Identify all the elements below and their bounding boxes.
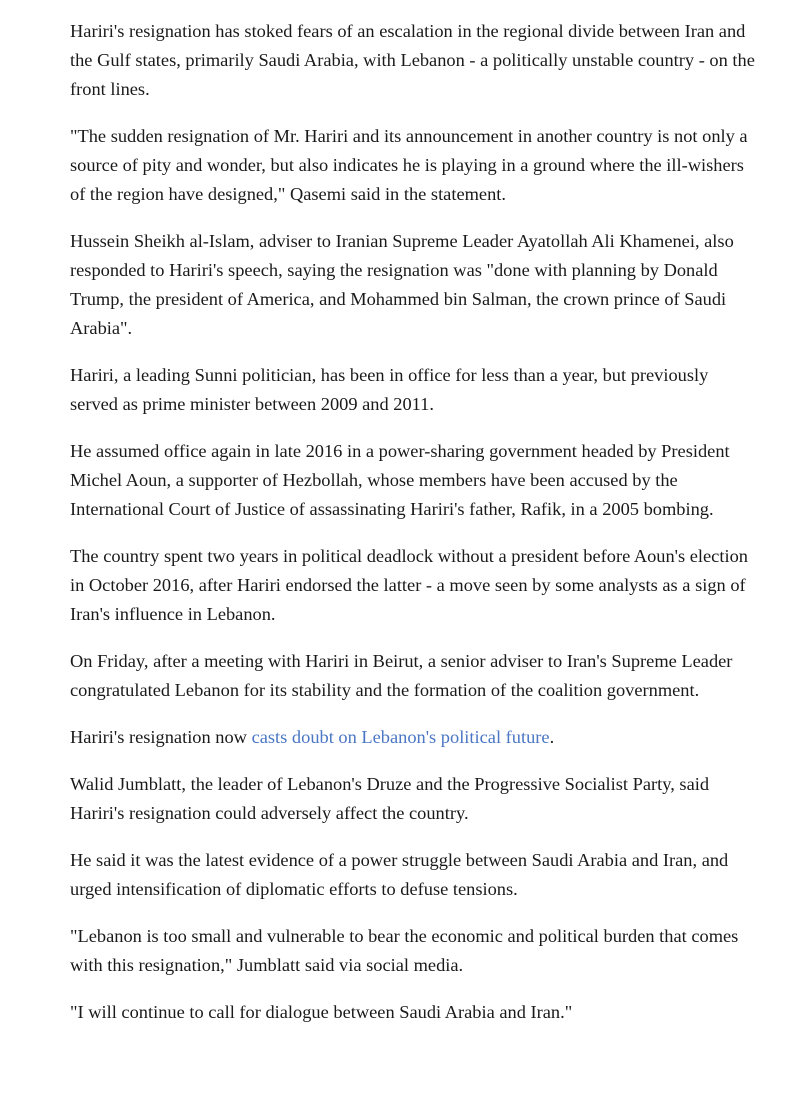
paragraph-power-sharing: He assumed office again in late 2016 in a power-sharing government headed by President Michel Aoun, a supporter of Hezbollah, whose members have been accused by the International Court of Justice of assassinating Hariri's father, Rafik, in a 2005 bombing. [70, 441, 730, 519]
paragraph-friday-meeting: On Friday, after a meeting with Hariri in Beirut, a senior adviser to Iran's Supreme Leader congratulated Lebanon for its stability and the formation of the coalition government. [70, 651, 733, 700]
article-body [70, 17, 760, 1045]
paragraph-power-struggle: He said it was the latest evidence of a power struggle between Saudi Arabia and Iran, and urged intensification of diplomatic efforts to defuse tensions. [70, 850, 729, 899]
paragraph-qasemi-quote: "The sudden resignation of Mr. Hariri and its announcement in another country is not only a source of pity and wonder, but also indicates he is playing in a ground where the ill-wishers of the region have designed," Qasemi said in the statement. [70, 126, 748, 204]
paragraph-jumblatt-intro: Walid Jumblatt, the leader of Lebanon's Druze and the Progressive Socialist Party, said Hariri's resignation could adversely affect the country. [70, 774, 710, 823]
paragraph-dialogue-quote: "I will continue to call for dialogue between Saudi Arabia and Iran." [70, 1002, 573, 1022]
paragraph-jumblatt-quote: "Lebanon is too small and vulnerable to bear the economic and political burden that comes with this resignation," Jumblatt said via social media. [70, 926, 739, 975]
paragraph-escalation-fears: Hariri's resignation has stoked fears of an escalation in the regional divide between Iran and the Gulf states, primarily Saudi Arabia, with Lebanon - a politically unstable country - on the front lines. [70, 21, 755, 99]
paragraph-sheikh-al-islam: Hussein Sheikh al-Islam, adviser to Iranian Supreme Leader Ayatollah Ali Khamenei, also responded to Hariri's speech, saying the resignation was "done with planning by Donald Trump, the president of America, and Mohammed bin Salman, the crown prince of Saudi Arabia". [70, 231, 734, 338]
paragraph-political-deadlock: The country spent two years in political deadlock without a president before Aoun's election in October 2016, after Hariri endorsed the latter - a move seen by some analysts as a sign of Iran's influence in Lebanon. [70, 546, 748, 624]
paragraph-political-future [70, 723, 760, 752]
link-paragraph-trailing-text: . [549, 727, 555, 747]
paragraph-hariri-background: Hariri, a leading Sunni politician, has been in office for less than a year, but previously served as prime minister between 2009 and 2011. [70, 365, 709, 414]
link-paragraph-lead-text: Hariri's resignation now [70, 727, 252, 747]
political-future-link[interactable]: casts doubt on Lebanon's political future [251, 727, 550, 747]
